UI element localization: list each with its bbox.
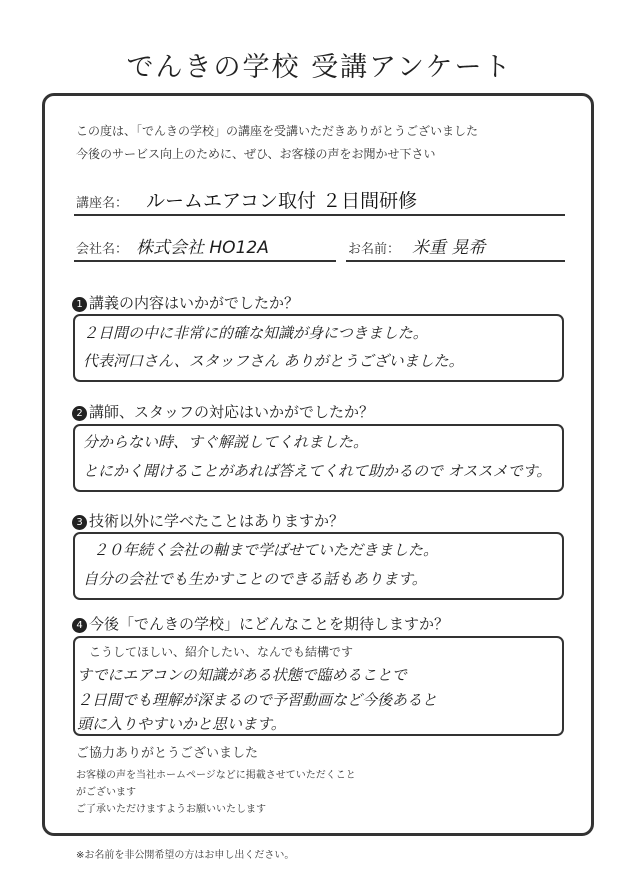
answer-3-line-1: ２０年続く会社の軸まで学ばせていただきました。 [93,541,439,559]
answer-box-3 [73,532,564,600]
question-3 [72,510,344,531]
company-value: 株式会社 HO12A [136,238,269,258]
answer-box-1 [73,314,564,382]
answer-box-2 [73,424,564,492]
notice-line-3: ご了承いただけますようお願いいたします [76,804,266,815]
question-4-text: 今後「でんきの学校」にどんなことを期待しますか？ [89,615,450,633]
answer-4-line-3: 頭に入りやすいかと思います。 [77,715,286,733]
footnote: ※お名前を非公開希望の方はお申し出ください。 [76,850,295,861]
course-underline [74,214,565,216]
answer-4-line-1: すでにエアコンの知識がある状態で臨めることで [77,666,407,684]
question-4-number: 4 [72,618,87,633]
question-3-number: 3 [72,515,87,530]
notice-line-1: お客様の声を当社ホームページなどに掲載させていただくこと [76,770,356,781]
thanks-text: ご協力ありがとうございました [76,746,259,761]
company-underline [74,260,336,262]
name-label: お名前： [348,242,401,257]
question-1-text: 講義の内容はいかがでしたか？ [89,294,300,312]
question-2-text: 講師、スタッフの対応はいかがでしたか？ [89,403,375,421]
answer-2-line-1: 分からない時、すぐ解説してくれました。 [83,433,369,451]
question-2 [72,401,374,422]
answer-3-line-2: 自分の会社でも生かすことのできる話もあります。 [83,570,427,588]
question-1-number: 1 [72,297,87,312]
answer-box-4 [73,636,564,736]
course-value: ルームエアコン取付 ２日間研修 [146,190,418,212]
question-4-hint: こうしてほしい、紹介したい、なんでも結構です [89,645,354,659]
intro-line-1: この度は、「でんきの学校」の講座を受講いただきありがとうございました [76,124,479,138]
notice-line-2: がございます [76,787,136,798]
answer-1-line-1: ２日間の中に非常に的確な知識が身につきました。 [83,324,428,342]
question-3-text: 技術以外に学べたことはありますか？ [89,512,345,530]
course-label: 講座名： [76,196,129,211]
name-value: 米重 晃希 [412,238,486,258]
question-2-number: 2 [72,406,87,421]
intro-line-2: 今後のサービス向上のために、ぜひ、お客様の声をお聞かせ下さい [76,147,436,161]
question-1 [72,292,299,313]
answer-1-line-2: 代表河口さん、スタッフさん ありがとうございました。 [83,352,464,370]
name-underline [346,260,565,262]
question-4 [72,613,449,634]
company-label: 会社名： [76,242,129,257]
answer-2-line-2: とにかく聞けることがあれば答えてくれて助かるので オススメです。 [83,462,552,480]
answer-4-line-2: ２日間でも理解が深まるので予習動画など今後あると [77,691,438,709]
form-title: でんきの学校 受講アンケート [126,52,513,83]
